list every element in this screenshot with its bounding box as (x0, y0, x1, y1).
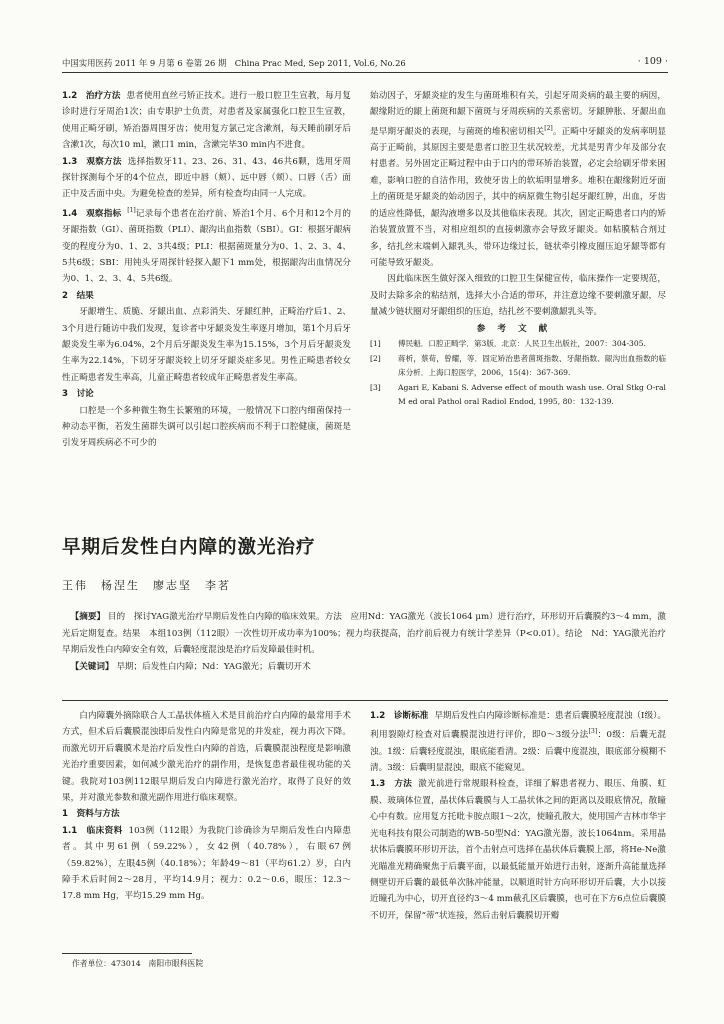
results-paragraph: 牙龈增生、质脆、牙龈出血、点彩消失、牙龈红肿，正畸治疗后1、2、3个月进行随访中我们发现，复诊者中牙龈炎发生率逐月增加，第1个月后牙龈炎发生率为6.04%，2个月后牙龈炎发生率为15.15%，3个月后牙龈炎发生率为22.14%，下切牙牙龈炎较上切牙牙龈炎症多见。男性正畸患者较女性正畸患者发生率高，儿童正畸患者较成年正畸患者发生率高。 (62, 307, 351, 383)
method-text: 激光前进行常规眼科检查，详细了解患者视力、眼压、角膜、虹膜、玻璃体位置，晶状体后囊膜与人工晶状体之间的距离以及眼底情况，散瞳心中有数。应用复方托吡卡胺点眼1～2次，使瞳孔散大，使用国产吉林市华宇光电科技有限公司制造的WB-50型Nd：YAG激光器，波长1064nm。采用晶状体后囊膜环形切开法，首个击射点可选择在晶状体后囊膜上部，将He-Ne激光瞄准光精确聚焦于后囊平面，以最低能量开始进行击射，逐渐升高能量选择侧壁切开后囊的最低单次脉冲能量，以顺道时针方向环形切开后囊，大小以接近瞳孔为中心，切开直径约3～4 mm截孔区后囊膜，也可在下方6点位后囊膜不切开，保留“蒂”状连接，然后击射后囊膜切开瓣 (370, 779, 666, 921)
keywords-label: 【关键词】 (70, 661, 114, 672)
section-1-1-heading: 1.1 临床资料 (62, 825, 123, 836)
section-1-2-heading: 1.2 治疗方法 (62, 91, 121, 101)
header-journal-info: 中国实用医药 2011 年 9 月第 6 卷第 26 期 China Prac Med, Sep 2011, Vol.6, No.26 (62, 58, 406, 68)
author-affiliation: 作者单位：473014 南阳市眼科医院 (72, 959, 204, 968)
footnote-rule (62, 953, 192, 954)
abstract-label: 【摘要】 (70, 612, 106, 622)
citation-3: [3] (588, 728, 598, 736)
reference-item (370, 381, 666, 410)
upper-left-column (62, 88, 351, 452)
diagnosis-text: 早期后发性白内障诊断标准是：患者后囊膜轻度混浊（Ⅰ级）。利用裂隙灯检查对后囊膜混浊进行评价，即0～3级分法 (370, 711, 666, 741)
article-title: 早期后发性白内障的激光治疗 (62, 537, 316, 558)
method-heading: 1.3 方法 (370, 779, 413, 790)
upper-right-column (370, 88, 666, 410)
citation-2: [2] (544, 124, 553, 132)
discussion-continued-2: 。正畸中牙龈炎的发病率明显高于正畸前，其原因主要是患者口腔卫生状况较差，尤其是男青少年及部分农村患者。另外固定正畸过程中由于口内的带环矫治装置，必定会给刷牙带来困难，影响口腔的自洁作用，致使牙齿上的软垢明显增多。堆积在龈缘附近牙面上的菌斑是牙龈炎的始动因子，其中的病原微生物引起牙龈红肿，出血，牙齿的适应性降低，龈沟液增多以及其他临床表现。其次，固定正畸患者口内的矫治装置放置不当，对相应组织的直接刺激亦会导致牙龈炎。如粘膜粘合剂过多，结扎丝末端刺入龈乳头，带环边缘过长，链状牵引橡皮圈压迫牙龈等都有可能导致牙龈炎。 (370, 126, 666, 268)
reference-number: [3] (370, 382, 381, 392)
discussion-paragraph: 口腔是一个多种微生物生长繁殖的环境，一般情况下口腔内细菌保持一种动态平衡，若发生菌群失调可以引起口腔疾病而不利于口腔健康，菌斑是引发牙周疾病必不可少的 (62, 405, 351, 449)
reference-number: [1] (370, 338, 381, 348)
reference-number: [2] (370, 353, 381, 363)
section-1-3-text: 选择指数牙11、23、26、31、43、46共6颗，选用牙周探针探测每个牙的4个位点，即近中唇（颊）、远中唇（颊）、口唇（舌）面正中及舌面中央。为避免检查的差异，所有检查均由同一人完成。 (62, 156, 351, 200)
reference-text: 蒋析，蔡荀，曾耀，等．固定矫治患者菌斑指数、牙龈指数、龈沟出血指数的临床分析．上海口腔医学，2006，15(4)：367-369. (398, 353, 666, 378)
lower-right-column (370, 708, 666, 924)
conclusion-paragraph: 因此临床医生做好深入细致的口腔卫生保健宣传，临床操作一定要规范，及时去除多余的粘结剂，选择大小合适的带环，并注意边缘不要刺激牙龈，尽量减少链状圈对牙龈组织的压迫，结扎丝不要刺激龈乳头等。 (370, 274, 666, 318)
lower-left-column (62, 708, 351, 905)
header-rule (62, 72, 668, 73)
reference-text: Agari E, Kabani S. Adverse effect of mouth wash use. Oral Stkg O-ral M ed oral Pathol oral Radiol Endod, 1995, 80：132-139. (398, 382, 666, 407)
abstract-text: 目的 探讨YAG激光治疗早期后发性白内障的临床效果。方法 应用Nd：YAG激光（波长1064 μm）进行治疗，环形切开后囊膜约3～4 mm，激光后定期复查。结果 本组103例（112眼）一次性切开成功率为100%；视力均获提高，治疗前后视力有统计学差异（P<0.01）。结论 Nd：YAG激光治疗早期后发性白内障安全有效，后囊轻度混浊是治疗后发障最佳时机。 (62, 612, 666, 655)
citation-1: [1] (127, 206, 136, 214)
reference-list (370, 337, 666, 410)
clinical-data-text: 103例（112眼）为我院门诊确诊为早期后发性白内障患者。其中男61例（59.22%），女42例（40.78%），右眼67例（59.82%），左眼45例（40.18%）；年龄49～81（平均61.2）岁，白内障手术后时间2～28月，平均14.9月；视力：0.2～0.6，眼压：12.3～17.8 mm Hg，平均15.29 mm Hg。 (62, 825, 351, 902)
article-authors: 王伟 杨涅生 廖志坚 李茗 (62, 579, 231, 592)
diagnosis-text-2: ：0级：后囊无混浊。1级：后囊轻度混浊，眼底能看清。2级：后囊中度混浊，眼底部分模糊不清。3级：后囊明显混浊，眼底不能窥见。 (370, 730, 667, 774)
intro-paragraph: 白内障囊外摘除联合人工晶状体植入术是目前治疗白内障的最常用手术方式，但术后后囊膜混浊即后发性白内障是常见的并发症，视力再次下降。而激光切开后囊膜术是治疗后发性白内障的首选，后囊膜混浊程度是影响激光治疗重要因素，如何减少激光治疗的副作用，是恢复患者最佳视功能的关键。我院对103例112眼早期后发白内障进行激光治疗，取得了良好的效果，并对激光参数和激光副作用进行临床观察。 (62, 711, 351, 804)
reference-item (370, 352, 666, 381)
discussion-continued: 始动因子，牙龈炎症的发生与菌斑堆积有关，引起牙周炎病的最主要的病因，龈缘附近的龈上菌斑和龈下菌斑与牙周疾病的关系密切。牙龈肿胀、牙龈出血是早期牙龈炎的表现，与菌斑的堆积密切相关 (370, 91, 666, 137)
reference-item (370, 337, 666, 352)
references-heading: 参考文献 (476, 323, 560, 334)
methods-heading: 1 资料与方法 (62, 809, 120, 820)
section-3-heading: 3 讨论 (62, 389, 94, 400)
abstract-block (62, 609, 666, 675)
abstract-rule (62, 700, 668, 701)
running-header (62, 57, 668, 69)
section-1-2-text: 患者使用直丝弓矫正技术。进行一般口腔卫生宣教，每月复诊时进行牙周治1次；由专职护士负责，对患者及家属强化口腔卫生宣教，使用正畸牙刷，矫治器周围牙齿；使用复方氯己定含漱剂，每天睡前刷牙后含漱1次，每次10 ml，漱口1 min，含漱完毕30 min内不进食。 (62, 91, 351, 151)
section-1-4-heading: 1.4 观察指标 (62, 208, 122, 219)
reference-text: 傅民魁．口腔正畸学．第3版．北京：人民卫生出版社，2007：304-305. (398, 338, 646, 348)
page-number: · 109 · (637, 56, 668, 67)
section-1-3-heading: 1.3 观察方法 (62, 156, 122, 167)
section-1-4-text: 记录每个患者在治疗前、矫治1个月、6个月和12个月的牙龈指数（GI）、菌斑指数（PLI）、龈沟出血指数（SBI）。GI：根据牙龈病变的程度分为0、1、2、3共4级；PLI：根据菌斑量分为0、1、2、3、4、5共6级；SBI：用钝头牙周探针轻探入龈下1 mm处，根据龈沟出血情况分为0、1、2、3、4、5共6级。 (62, 208, 351, 285)
keywords-text: 早期；后发性白内障；Nd：YAG激光；后囊切开术 (116, 661, 311, 672)
section-2-heading: 2 结果 (62, 290, 94, 301)
diagnosis-heading: 1.2 诊断标准 (370, 711, 429, 721)
